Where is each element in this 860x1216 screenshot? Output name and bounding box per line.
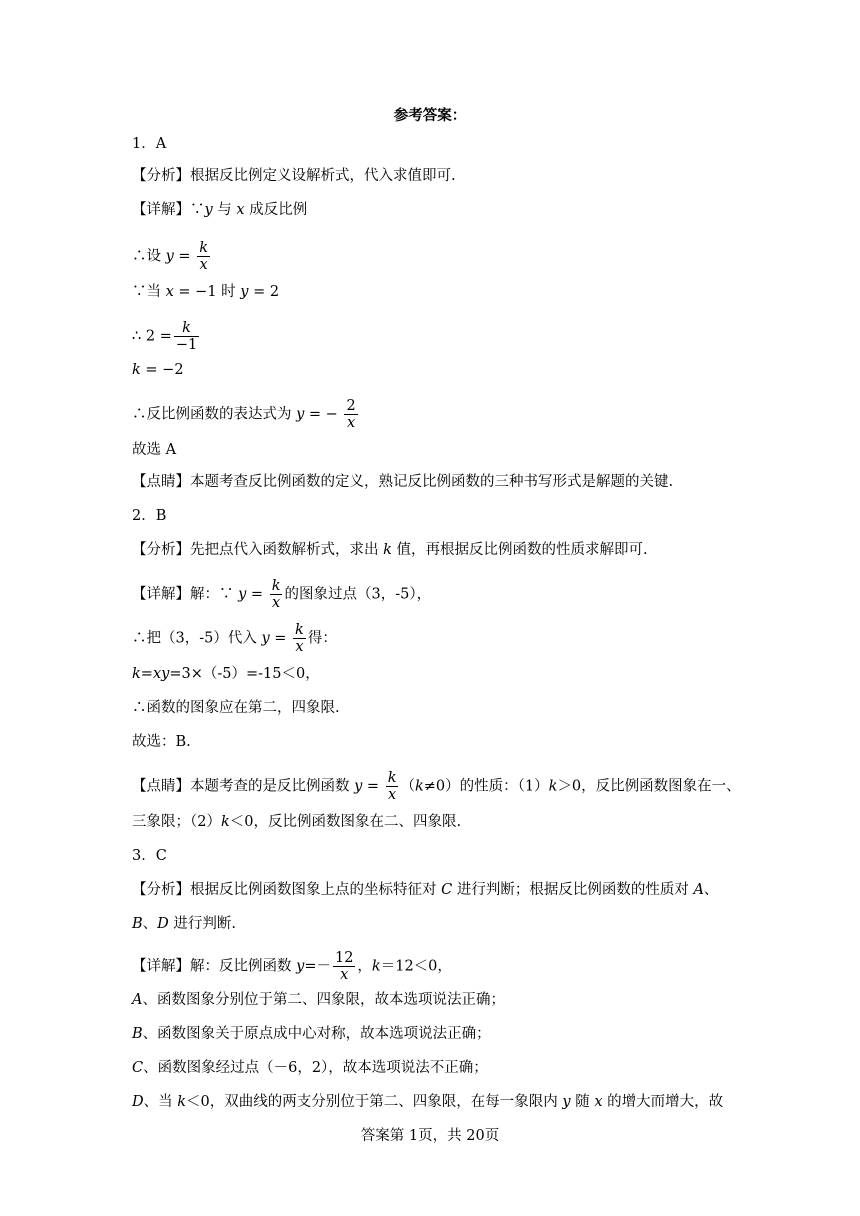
q2-analysis: 【分析】先把点代入函数解析式，求出 k 值，再根据反比例函数的性质求解即可.	[132, 542, 648, 558]
q2-comment: 【点睛】本题考查的是反比例函数 y = $\frac{k}{x}$ （k≠0）的性质：（1）k＞0，反比例函数图象在一、	[132, 770, 741, 803]
q3-option-c: C、函数图象经过点（－6，2），故本选项说法不正确；	[132, 1060, 488, 1076]
q2-comment-cont: 三象限；（2）k＜0，反比例函数图象在二、四象限.	[132, 814, 462, 830]
q2-number: 2．B	[132, 508, 167, 524]
q2-step-k-value: k=xy=3×（-5）=-15＜0，	[132, 666, 320, 682]
fraction-k-over-neg1: $\frac{k}{-1}$	[175, 320, 198, 353]
q1-step-k-value: k = −2	[132, 362, 184, 378]
q1-analysis: 【分析】根据反比例定义设解析式，代入求值即可.	[132, 168, 456, 184]
q1-detail: 【详解】∵y 与 x 成反比例	[132, 202, 308, 218]
q3-option-d: D、当 k＜0，双曲线的两支分别位于第二、四象限，在每一象限内 y 随 x 的增大而增大，故	[132, 1094, 724, 1110]
fraction-2-over-x: $\frac{2}{x}$	[346, 398, 356, 431]
q3-detail: 【详解】解：反比例函数 y=－ $\frac{12}{x}$ ，k＝12＜0，	[132, 950, 452, 983]
q3-option-a: A、函数图象分别位于第二、四象限，故本选项说法正确；	[132, 992, 505, 1008]
fraction-k-over-x: $\frac{k}{x}$	[387, 770, 397, 803]
q1-step-when: ∵当 x = −1 时 y = 2	[132, 284, 280, 300]
q1-step-substitute: ∴ 2 = $\frac{k}{-1}$	[132, 320, 198, 353]
q3-analysis-cont: B、D 进行判断.	[132, 916, 237, 932]
fraction-k-over-x: $\frac{k}{x}$	[295, 622, 304, 655]
q3-number: 3．C	[132, 848, 167, 864]
q1-step-expression: ∴反比例函数的表达式为 y = − $\frac{2}{x}$	[132, 398, 356, 431]
q2-choice: 故选：B.	[132, 734, 191, 750]
page-footer: 答案第 1页，共 20页	[360, 1128, 500, 1144]
q1-number: 1．A	[132, 136, 167, 152]
q2-step-quadrant: ∴函数的图象应在第二，四象限.	[132, 700, 340, 716]
fraction-12-over-x: $\frac{12}{x}$	[334, 950, 354, 983]
q1-step-set-y: ∴设 y = $\frac{k}{x}$	[132, 240, 208, 273]
q3-option-b: B、函数图象关于原点成中心对称，故本选项说法正确；	[132, 1026, 491, 1042]
fraction-k-over-x: $\frac{k}{x}$	[271, 578, 281, 611]
q2-detail: 【详解】解：∵ y = $\frac{k}{x}$ 的图象过点（3，-5），	[132, 578, 432, 611]
fraction-k-over-x: $\frac{k}{x}$	[199, 240, 208, 273]
page-title: 参考答案：	[393, 107, 467, 124]
q2-step-substitute: ∴把（3，-5）代入 y = $\frac{k}{x}$ 得：	[132, 622, 337, 655]
q1-choice: 故选 A	[132, 442, 177, 458]
q3-analysis: 【分析】根据反比例函数图象上点的坐标特征对 C 进行判断；根据反比例函数的性质对 A、	[132, 882, 719, 898]
q1-comment: 【点睛】本题考查反比例函数的定义，熟记反比例函数的三种书写形式是解题的关键.	[132, 474, 674, 490]
